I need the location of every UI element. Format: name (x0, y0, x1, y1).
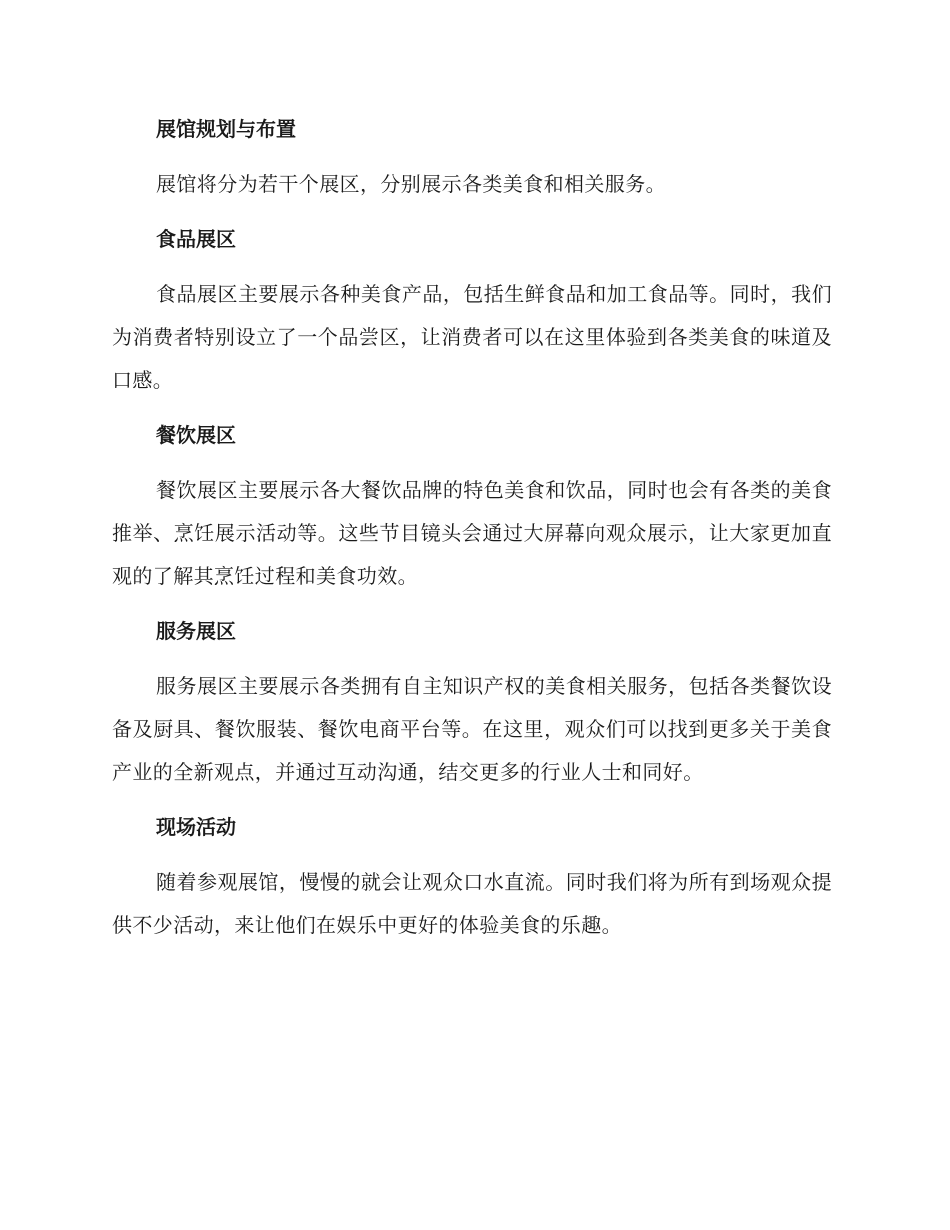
section-heading: 服务展区 (156, 619, 236, 643)
section-activities (112, 806, 832, 947)
section-heading: 餐饮展区 (156, 423, 236, 447)
section-paragraph: 餐饮展区主要展示各大餐饮品牌的特色美食和饮品，同时也会有各类的美食推举、烹饪展示活动等。这些节目镜头会通过大屏幕向观众展示，让大家更加直观的了解其烹饪过程和美食功效。 (112, 478, 832, 588)
section-paragraph: 随着参观展馆，慢慢的就会让观众口水直流。同时我们将为所有到场观众提供不少活动，来让他们在娱乐中更好的体验美食的乐趣。 (112, 870, 832, 937)
section-dining (112, 414, 832, 598)
section-planning (112, 108, 832, 206)
section-service (112, 610, 832, 794)
document-page (112, 108, 832, 959)
section-heading: 展馆规划与布置 (156, 117, 296, 141)
section-food (112, 218, 832, 402)
section-paragraph: 展馆将分为若干个展区，分别展示各类美食和相关服务。 (156, 172, 666, 196)
section-heading: 现场活动 (156, 815, 236, 839)
section-paragraph: 食品展区主要展示各种美食产品，包括生鲜食品和加工食品等。同时，我们为消费者特别设立了一个品尝区，让消费者可以在这里体验到各类美食的味道及口感。 (112, 282, 832, 392)
section-heading: 食品展区 (156, 227, 236, 251)
section-paragraph: 服务展区主要展示各类拥有自主知识产权的美食相关服务，包括各类餐饮设备及厨具、餐饮服装、餐饮电商平台等。在这里，观众们可以找到更多关于美食产业的全新观点，并通过互动沟通，结交更多的行业人士和同好。 (112, 674, 832, 784)
